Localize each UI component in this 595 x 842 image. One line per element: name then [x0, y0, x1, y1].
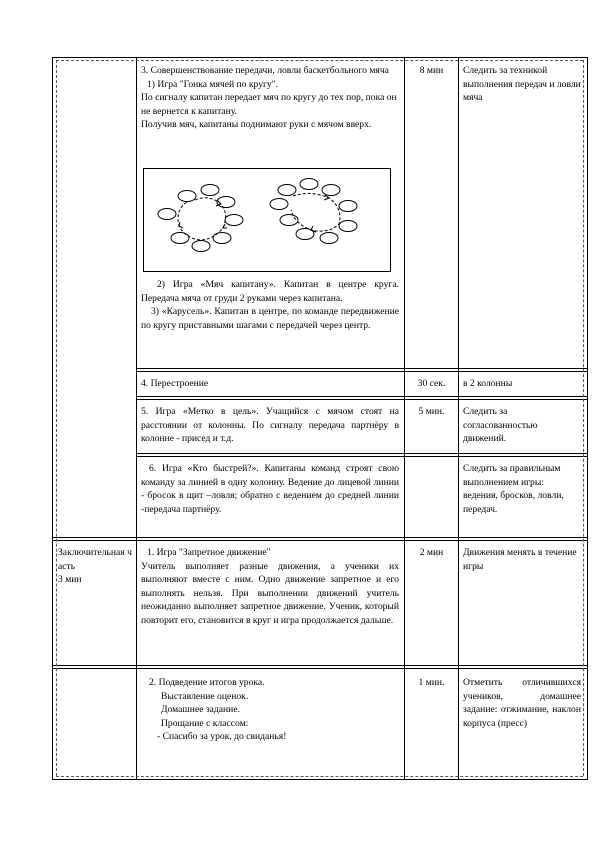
inner-frame-top	[56, 60, 583, 61]
player-circle	[171, 233, 189, 244]
row2-notes: в 2 колонны	[463, 378, 513, 389]
pass-path	[291, 193, 340, 231]
row6-time: 1 мин.	[418, 677, 445, 688]
row6-line-3: Домашнее задание.	[161, 704, 240, 716]
row1-time: 8 мин	[419, 65, 444, 76]
row6-content	[141, 676, 399, 744]
player-circle	[192, 241, 210, 252]
row-sep-2b	[136, 399, 588, 400]
row1-game1-text1: По сигналу капитан передает мяч по кругу до тех пор, пока он не вернется к капитану.	[141, 92, 397, 117]
row1-heading: 3. Совершенствование передачи, ловли баскетбольного мяча	[141, 65, 389, 76]
row-sep-1b	[136, 371, 588, 372]
diagram-frame	[144, 169, 391, 272]
player-circle	[178, 191, 196, 202]
row5-time: 2 мин	[419, 547, 444, 558]
player-circle	[322, 185, 340, 196]
player-circle	[270, 199, 288, 210]
pass-arrow	[223, 224, 227, 228]
table-border-bottom	[52, 779, 588, 780]
player-circle	[300, 179, 318, 190]
row-sep-3a	[136, 453, 588, 454]
row-sep-3b	[136, 456, 588, 457]
player-circle	[339, 221, 357, 232]
pass-path	[178, 198, 226, 240]
player-circle	[158, 209, 176, 220]
row1-notes: Следить за техникой выполнения передач и ловли мяча	[463, 65, 581, 104]
inner-frame-left	[56, 60, 57, 776]
row6-line-5: - Спасибо за урок, до свиданья!	[157, 731, 287, 743]
row5-notes: Движения менять в течение игры	[463, 547, 577, 572]
row-sep-2a	[136, 396, 588, 397]
row6-line-2: Выставление оценок.	[161, 690, 249, 702]
row5-text: Учитель выполняет разные движения, а ученики их выполняют вместе с ним. Одно движение запретное и его выполнять нельзя. При выполнении движений учитель неожиданно выполняет запретное движение. Ученик, который повторит его, становится в круг и игра продолжается дальше.	[141, 560, 399, 626]
row1-game1-title: 1) Игра "Гонка мячей по кругу".	[147, 78, 279, 90]
row6-line-1: 2. Подведение итогов урока.	[149, 677, 265, 688]
col-sep-1	[136, 57, 137, 780]
row5-title: 1. Игра "Запретное движение"	[147, 547, 271, 558]
row5-content	[141, 546, 399, 628]
table-border-right	[587, 57, 588, 780]
table-border-left	[52, 57, 53, 780]
inner-frame-right	[583, 60, 584, 776]
row-sep-4b	[52, 540, 588, 541]
col-sep-3	[458, 57, 459, 780]
row1-content-lower	[141, 278, 399, 332]
player-circle	[201, 185, 219, 196]
row1-game3: 3) «Карусель». Капитан в центре, по команде передвижение по кругу приставными шагами с передачей через центр.	[141, 306, 399, 331]
row2-time: 30 сек.	[417, 378, 446, 389]
row6-line-4: Прощание с классом:	[161, 717, 249, 729]
row-sep-5b	[52, 668, 588, 669]
row1-content	[141, 64, 399, 132]
row-sep-1a	[136, 368, 588, 369]
row5-part: Заключительная часть 3 мин	[58, 547, 132, 586]
row1-game2: 2) Игра «Мяч капитану». Капитан в центре круга. Передача мяча от груди 2 руками через капитана.	[141, 279, 399, 304]
player-circle	[278, 185, 296, 196]
row-sep-5a	[52, 665, 588, 666]
player-circle	[225, 215, 243, 226]
player-circle	[320, 233, 338, 244]
table-border-top	[52, 57, 588, 58]
row4-notes: Следить за правильным выполнением игры: ведения, бросков, ловли, передач.	[463, 463, 564, 515]
row4-content: 6. Игра «Кто быстрей?». Капитаны команд строят свою команду за линией в одну колонну. Ведение до лицевой линии - бросок в щит –ловля; обратно с ведением до средней линии -передача партнёру.	[141, 463, 399, 515]
row3-notes: Следить за согласованностью движений.	[463, 406, 538, 445]
player-circle	[280, 215, 298, 226]
row-sep-4a	[52, 537, 588, 538]
row3-time: 5 мин.	[418, 406, 445, 417]
row1-game1-text2: Получив мяч, капитаны поднимают руки с мячом вверх.	[141, 119, 372, 131]
row6-notes: Отметить отличившихся учеников, домашнее задание: отжимание, наклон корпуса (пресс)	[463, 677, 581, 729]
inner-frame-bottom	[56, 776, 583, 777]
player-circle	[339, 201, 357, 212]
passing-circles-diagram	[143, 168, 391, 272]
player-circle	[213, 233, 231, 244]
row3-content: 5. Игра «Метко в цель». Учащийся с мячом стоят на расстоянии от колонны. По сигналу передача партнёру в колонне - присед и т.д.	[141, 406, 399, 445]
row2-content: 4. Перестроение	[141, 378, 209, 389]
